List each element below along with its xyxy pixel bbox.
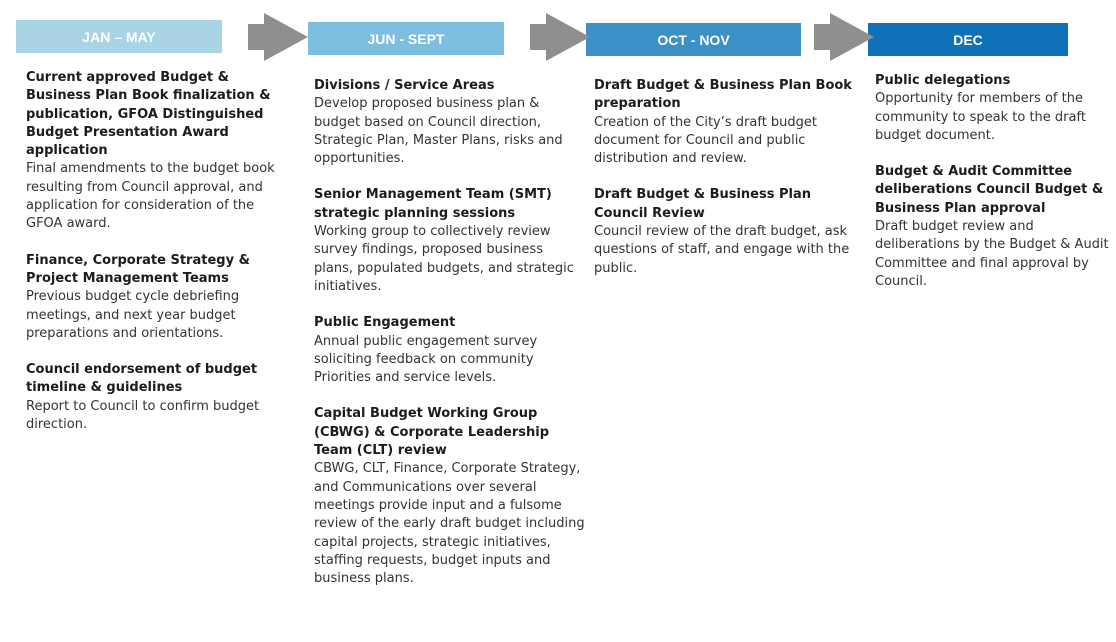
phase-section	[875, 163, 1111, 291]
phase-section	[26, 361, 294, 434]
section-body: CBWG, CLT, Finance, Corporate Strategy, and Communications over several meetings provide input and a fulsome review of the early draft budget including capital projects, strategic initiatives, staffing requests, budget inputs and business plans.	[314, 461, 585, 587]
phase-section	[594, 186, 854, 277]
phase-column-jun-sept	[314, 77, 586, 606]
section-title: Capital Budget Working Group (CBWG) & Corporate Leadership Team (CLT) review	[314, 406, 550, 459]
section-title: Current approved Budget & Business Plan Book finalization & publication, GFOA Distinguished Budget Presentation Award application	[26, 70, 271, 159]
section-title: Draft Budget & Business Plan Council Review	[594, 187, 812, 221]
section-body: Opportunity for members of the community to speak to the draft budget document.	[875, 91, 1086, 143]
right-arrow-icon	[830, 13, 874, 61]
phase-section	[875, 72, 1111, 145]
phase-column-oct-nov	[594, 77, 854, 296]
section-title: Senior Management Team (SMT) strategic planning sessions	[314, 187, 552, 221]
section-body: Draft budget review and deliberations by the Budget & Audit Committee and final approval by Council.	[875, 219, 1109, 289]
phase-section	[314, 405, 586, 588]
section-body: Previous budget cycle debriefing meetings, and next year budget preparations and orientations.	[26, 289, 240, 341]
phase-section	[26, 69, 294, 234]
right-arrow-icon	[546, 13, 590, 61]
phase-section	[314, 77, 586, 168]
phase-header-jun-sept: JUN - SEPT	[308, 22, 504, 55]
section-body: Final amendments to the budget book resulting from Council approval, and application for consideration of the GFOA award.	[26, 161, 275, 232]
section-body: Working group to collectively review survey findings, proposed business plans, populated budgets, and strategic initiatives.	[314, 224, 574, 294]
section-title: Finance, Corporate Strategy & Project Management Teams	[26, 252, 250, 286]
section-title: Council endorsement of budget timeline & guidelines	[26, 362, 258, 396]
phase-section	[594, 77, 854, 168]
phase-header-oct-nov: OCT - NOV	[586, 23, 801, 56]
phase-header-dec: DEC	[868, 23, 1068, 56]
section-title: Draft Budget & Business Plan Book preparation	[594, 78, 852, 112]
section-body: Report to Council to confirm budget direction.	[26, 398, 260, 433]
section-title: Public Engagement	[314, 315, 456, 331]
phase-column-jan-may	[26, 69, 294, 452]
phase-header-jan-may: JAN – MAY	[16, 20, 222, 53]
right-arrow-icon	[264, 13, 308, 61]
section-title: Budget & Audit Committee deliberations Council Budget & Business Plan approval	[875, 164, 1104, 216]
section-body: Annual public engagement survey soliciting feedback on community Priorities and service levels.	[314, 333, 538, 386]
section-body: Council review of the draft budget, ask questions of staff, and engage with the public.	[594, 224, 850, 276]
phase-section	[314, 314, 586, 387]
section-title: Public delegations	[875, 73, 1011, 88]
phase-section	[26, 252, 294, 343]
phase-column-dec	[875, 72, 1111, 309]
section-body: Creation of the City’s draft budget document for Council and public distribution and review.	[594, 114, 818, 167]
section-title: Divisions / Service Areas	[314, 78, 495, 93]
phase-section	[314, 186, 586, 296]
section-body: Develop proposed business plan & budget based on Council direction, Strategic Plan, Master Plans, risks and opportunities.	[314, 96, 563, 167]
